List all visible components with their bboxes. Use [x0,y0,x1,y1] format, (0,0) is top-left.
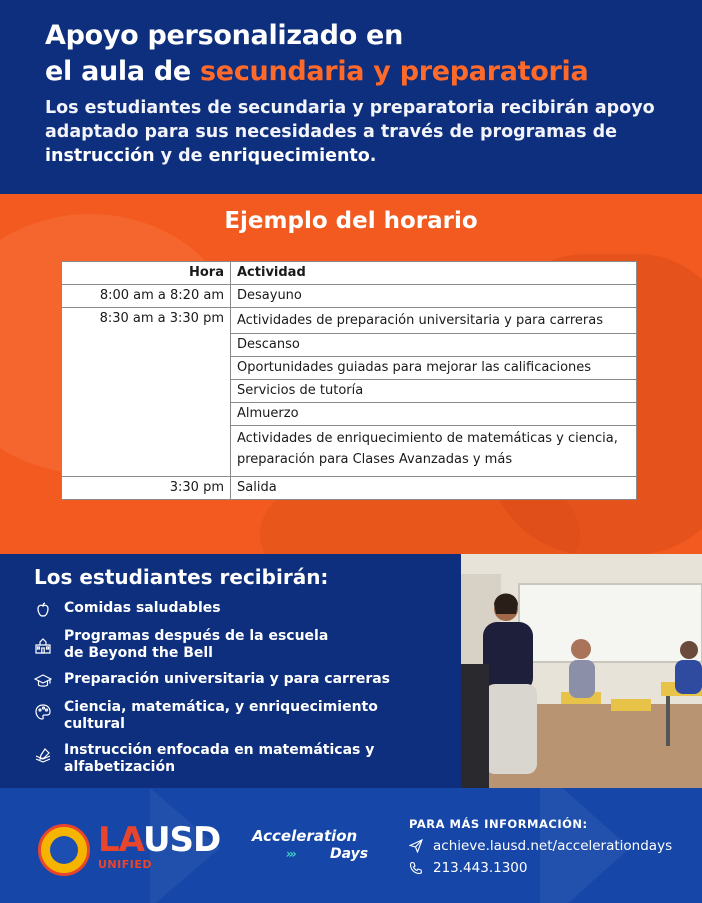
benefit-label: Preparación universitaria y para carreras [64,671,391,687]
list-item [34,600,454,619]
column-header-hora: Hora [62,262,231,285]
benefit-label-line-1: Ciencia, matemática, y enriquecimiento [64,699,378,715]
list-item [34,671,454,690]
website-row[interactable] [409,838,672,854]
benefit-label [64,628,328,662]
title-line-2-prefix: el aula de [45,56,201,87]
logo-la: LA [98,820,143,860]
table-row [62,477,637,500]
activity-cell: Actividades de preparación universitaria y para carreras [231,308,637,334]
activity-cell: Servicios de tutoría [231,380,637,403]
column-header-actividad: Actividad [231,262,637,285]
schedule-section [0,194,702,554]
send-icon [409,839,423,853]
activity-cell: Oportunidades guiadas para mejorar las calificaciones [231,357,637,380]
intro-text-2: y de [154,146,209,166]
benefit-label [64,699,378,733]
accel-line-1: Acceleration [252,827,358,845]
activity-cell: Almuerzo [231,403,637,426]
benefits-list [34,600,454,776]
info-heading: PARA MÁS INFORMACIÓN: [409,817,588,831]
classroom-photo [461,554,702,788]
palette-icon [34,703,52,721]
chevrons-icon: ››› [286,847,295,861]
list-item [34,628,454,662]
logo-usd: USD [142,820,221,860]
website-link[interactable]: achieve.lausd.net/accelerationdays [433,838,673,854]
activity-cell: Descanso [231,334,637,357]
footer-section [0,788,702,903]
activity-cell: Desayuno [231,285,637,308]
schedule-title: Ejemplo del horario [224,208,478,234]
table-row [62,285,637,308]
graduation-cap-icon [34,672,52,690]
book-pencil-icon [34,746,52,764]
benefit-label-line-1: Instrucción enfocada en matemáticas y [64,742,375,758]
activity-cell: Salida [231,477,637,500]
benefit-label-line-2: de Beyond the Bell [64,645,213,661]
schedule-table [61,261,637,500]
intro-text-1: Los estudiantes de secundaria y preparatoria recibirán apoyo adaptado para sus necesidades a través de programas de [45,98,655,142]
table-row [62,308,637,334]
activity-cell: Actividades de enriquecimiento de matemáticas y ciencia, preparación para Clases Avanzadas y más [231,426,637,477]
benefit-label: Comidas saludables [64,600,221,616]
benefits-title: Los estudiantes recibirán: [34,565,329,589]
header-section [0,0,702,194]
school-building-icon [34,637,52,655]
intro-bold-instruccion: instrucción [45,146,155,166]
phone-icon [409,861,423,875]
acceleration-days-logo [252,827,369,862]
lausd-seal-logo [38,824,90,876]
benefit-label-line-1: Programas después de la escuela [64,628,329,644]
phone-number[interactable]: 213.443.1300 [433,860,528,876]
page-title [45,18,588,90]
classroom-illustration [461,554,702,788]
list-item [34,699,454,733]
benefit-label [64,742,374,776]
lausd-logo [98,822,220,858]
table-header-row [62,262,637,285]
accel-line-2: Days [330,846,369,862]
title-line-2 [45,54,588,90]
time-cell: 8:30 am a 3:30 pm [62,308,231,477]
time-cell: 3:30 pm [62,477,231,500]
benefit-label-line-2: alfabetización [64,759,176,775]
intro-text-3: . [369,146,377,166]
list-item [34,742,454,776]
title-accent: secundaria y preparatoria [200,56,589,87]
logo-unified: UNIFIED [98,858,152,871]
benefits-section [0,554,461,788]
benefit-label-line-2: cultural [64,716,125,732]
phone-row[interactable] [409,860,527,876]
intro-bold-enriquecimiento: enriquecimiento [208,146,370,166]
title-line-1: Apoyo personalizado en [45,20,403,51]
time-cell: 8:00 am a 8:20 am [62,285,231,308]
intro-paragraph [45,96,685,168]
apple-icon [34,601,52,619]
